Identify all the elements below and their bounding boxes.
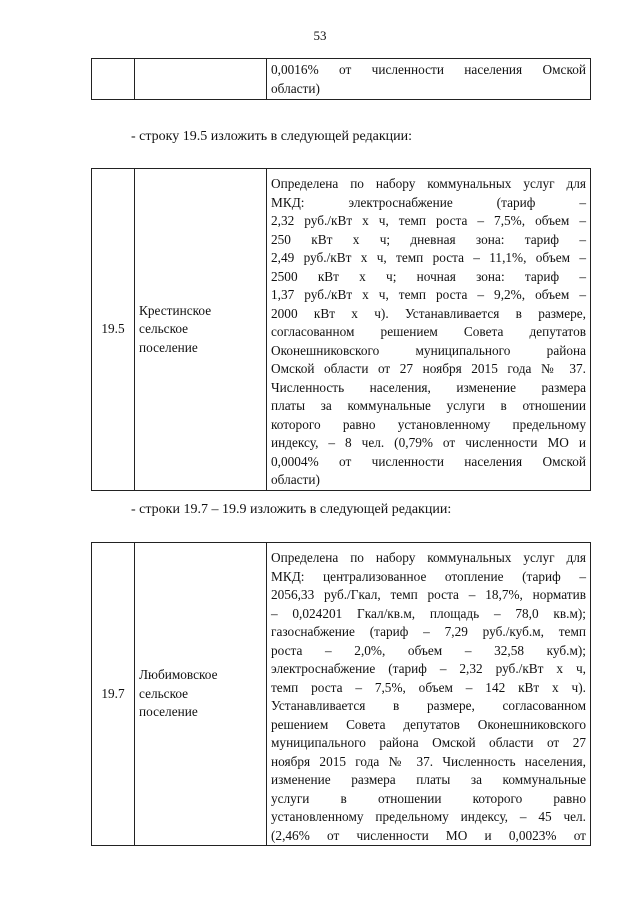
description-line: – 0,024201 Гкал/кв.м, площадь – 78,0 кв.м); [271, 605, 586, 621]
description-line: 2500 кВт х ч; ночная зона: тариф – [271, 268, 586, 284]
description-line: Численность населения, изменение размера [271, 379, 586, 395]
table-row [92, 169, 591, 491]
settlement-name-line: сельское [139, 685, 189, 701]
settlement-name-cell [135, 59, 267, 100]
description-line: согласованном решением Совета депутатов [271, 324, 586, 339]
description-cell [267, 543, 591, 846]
description-line: области) [271, 80, 320, 96]
description-line: Омской области от 27 ноября 2015 года № 37. [271, 361, 586, 376]
description-line: 2,32 руб./кВт х ч, темп роста – 7,5%, объем – [271, 213, 586, 228]
instruction-text: - строки 19.7 – 19.9 изложить в следующей редакции: [131, 502, 452, 517]
description-line: газоснабжение (тариф – 7,29 руб./куб.м, темп [271, 624, 586, 639]
description-line: платы за коммунальные услуги в отношении [271, 398, 586, 413]
description-line: 2000 кВт х ч). Устанавливается в размере, [271, 305, 586, 321]
description-line: 250 кВт х ч; дневная зона: тариф – [271, 231, 586, 247]
description-line: решением Совета депутатов Оконешниковского [271, 716, 586, 732]
description-line: установленному предельному индексу, – 45 чел. [271, 809, 586, 824]
settlement-name-line: сельское [139, 321, 189, 336]
row-number-cell: 19.5 [92, 169, 135, 491]
settlement-name-line: Любимовское [139, 667, 218, 683]
table-row-19-7 [91, 542, 591, 846]
description-line: электроснабжение (тариф – 2,32 руб./кВт х ч, [271, 661, 586, 676]
description-line: которого равно установленному предельному [271, 416, 586, 432]
description-cell [267, 169, 591, 491]
description-line: услуги в отношении которого равно [271, 790, 586, 806]
description-line: МКД: централизованное отопление (тариф – [271, 568, 586, 584]
description-line: Определена по набору коммунальных услуг для [271, 550, 586, 565]
settlement-name-cell [135, 543, 267, 846]
description-line: Устанавливается в размере, согласованном [271, 698, 586, 713]
description-line: (2,46% от численности МО и 0,0023% от [271, 827, 586, 843]
table-row-19-5 [91, 168, 591, 491]
description-line: темп роста – 7,5%, объем – 142 кВт х ч). [271, 679, 586, 695]
settlement-name-line: Крестинское [139, 302, 212, 318]
page-number: 53 [313, 28, 327, 43]
description-line: индексу, – 8 чел. (0,79% от численности МО и [271, 435, 586, 450]
instruction-text: - строку 19.5 изложить в следующей редакции: [131, 129, 413, 144]
description-line: 1,37 руб./кВт х ч, темп роста – 9,2%, объем – [271, 287, 586, 302]
settlement-name-line: поселение [139, 339, 198, 355]
description-line: 0,0004% от численности населения Омской [271, 453, 586, 469]
description-cell [267, 59, 591, 100]
description-line: муниципального района Омской области от 27 [271, 735, 586, 750]
description-line: области) [271, 472, 320, 487]
table-continuation [91, 58, 591, 100]
description-line: 2056,33 руб./Гкал, темп роста – 18,7%, норматив [271, 587, 586, 602]
description-line: ноября 2015 года № 37. Численность населения, [271, 753, 586, 769]
row-number-cell: 19.7 [92, 543, 135, 846]
description-line: изменение размера платы за коммунальные [271, 772, 586, 787]
settlement-name-line: поселение [139, 704, 198, 720]
description-line: Оконешниковского муниципального района [271, 342, 586, 358]
row-number-cell [92, 59, 135, 100]
settlement-name-cell [135, 169, 267, 491]
table-row [92, 543, 591, 846]
description-line: 0,0016% от численности населения Омской [271, 62, 586, 77]
description-line: Определена по набору коммунальных услуг для [271, 176, 586, 191]
description-line: МКД: электроснабжение (тариф – [271, 194, 586, 210]
description-line: 2,49 руб./кВт х ч, темп роста – 11,1%, объем – [271, 250, 586, 265]
description-line: роста – 2,0%, объем – 32,58 куб.м); [271, 642, 586, 658]
table-row [92, 59, 591, 100]
